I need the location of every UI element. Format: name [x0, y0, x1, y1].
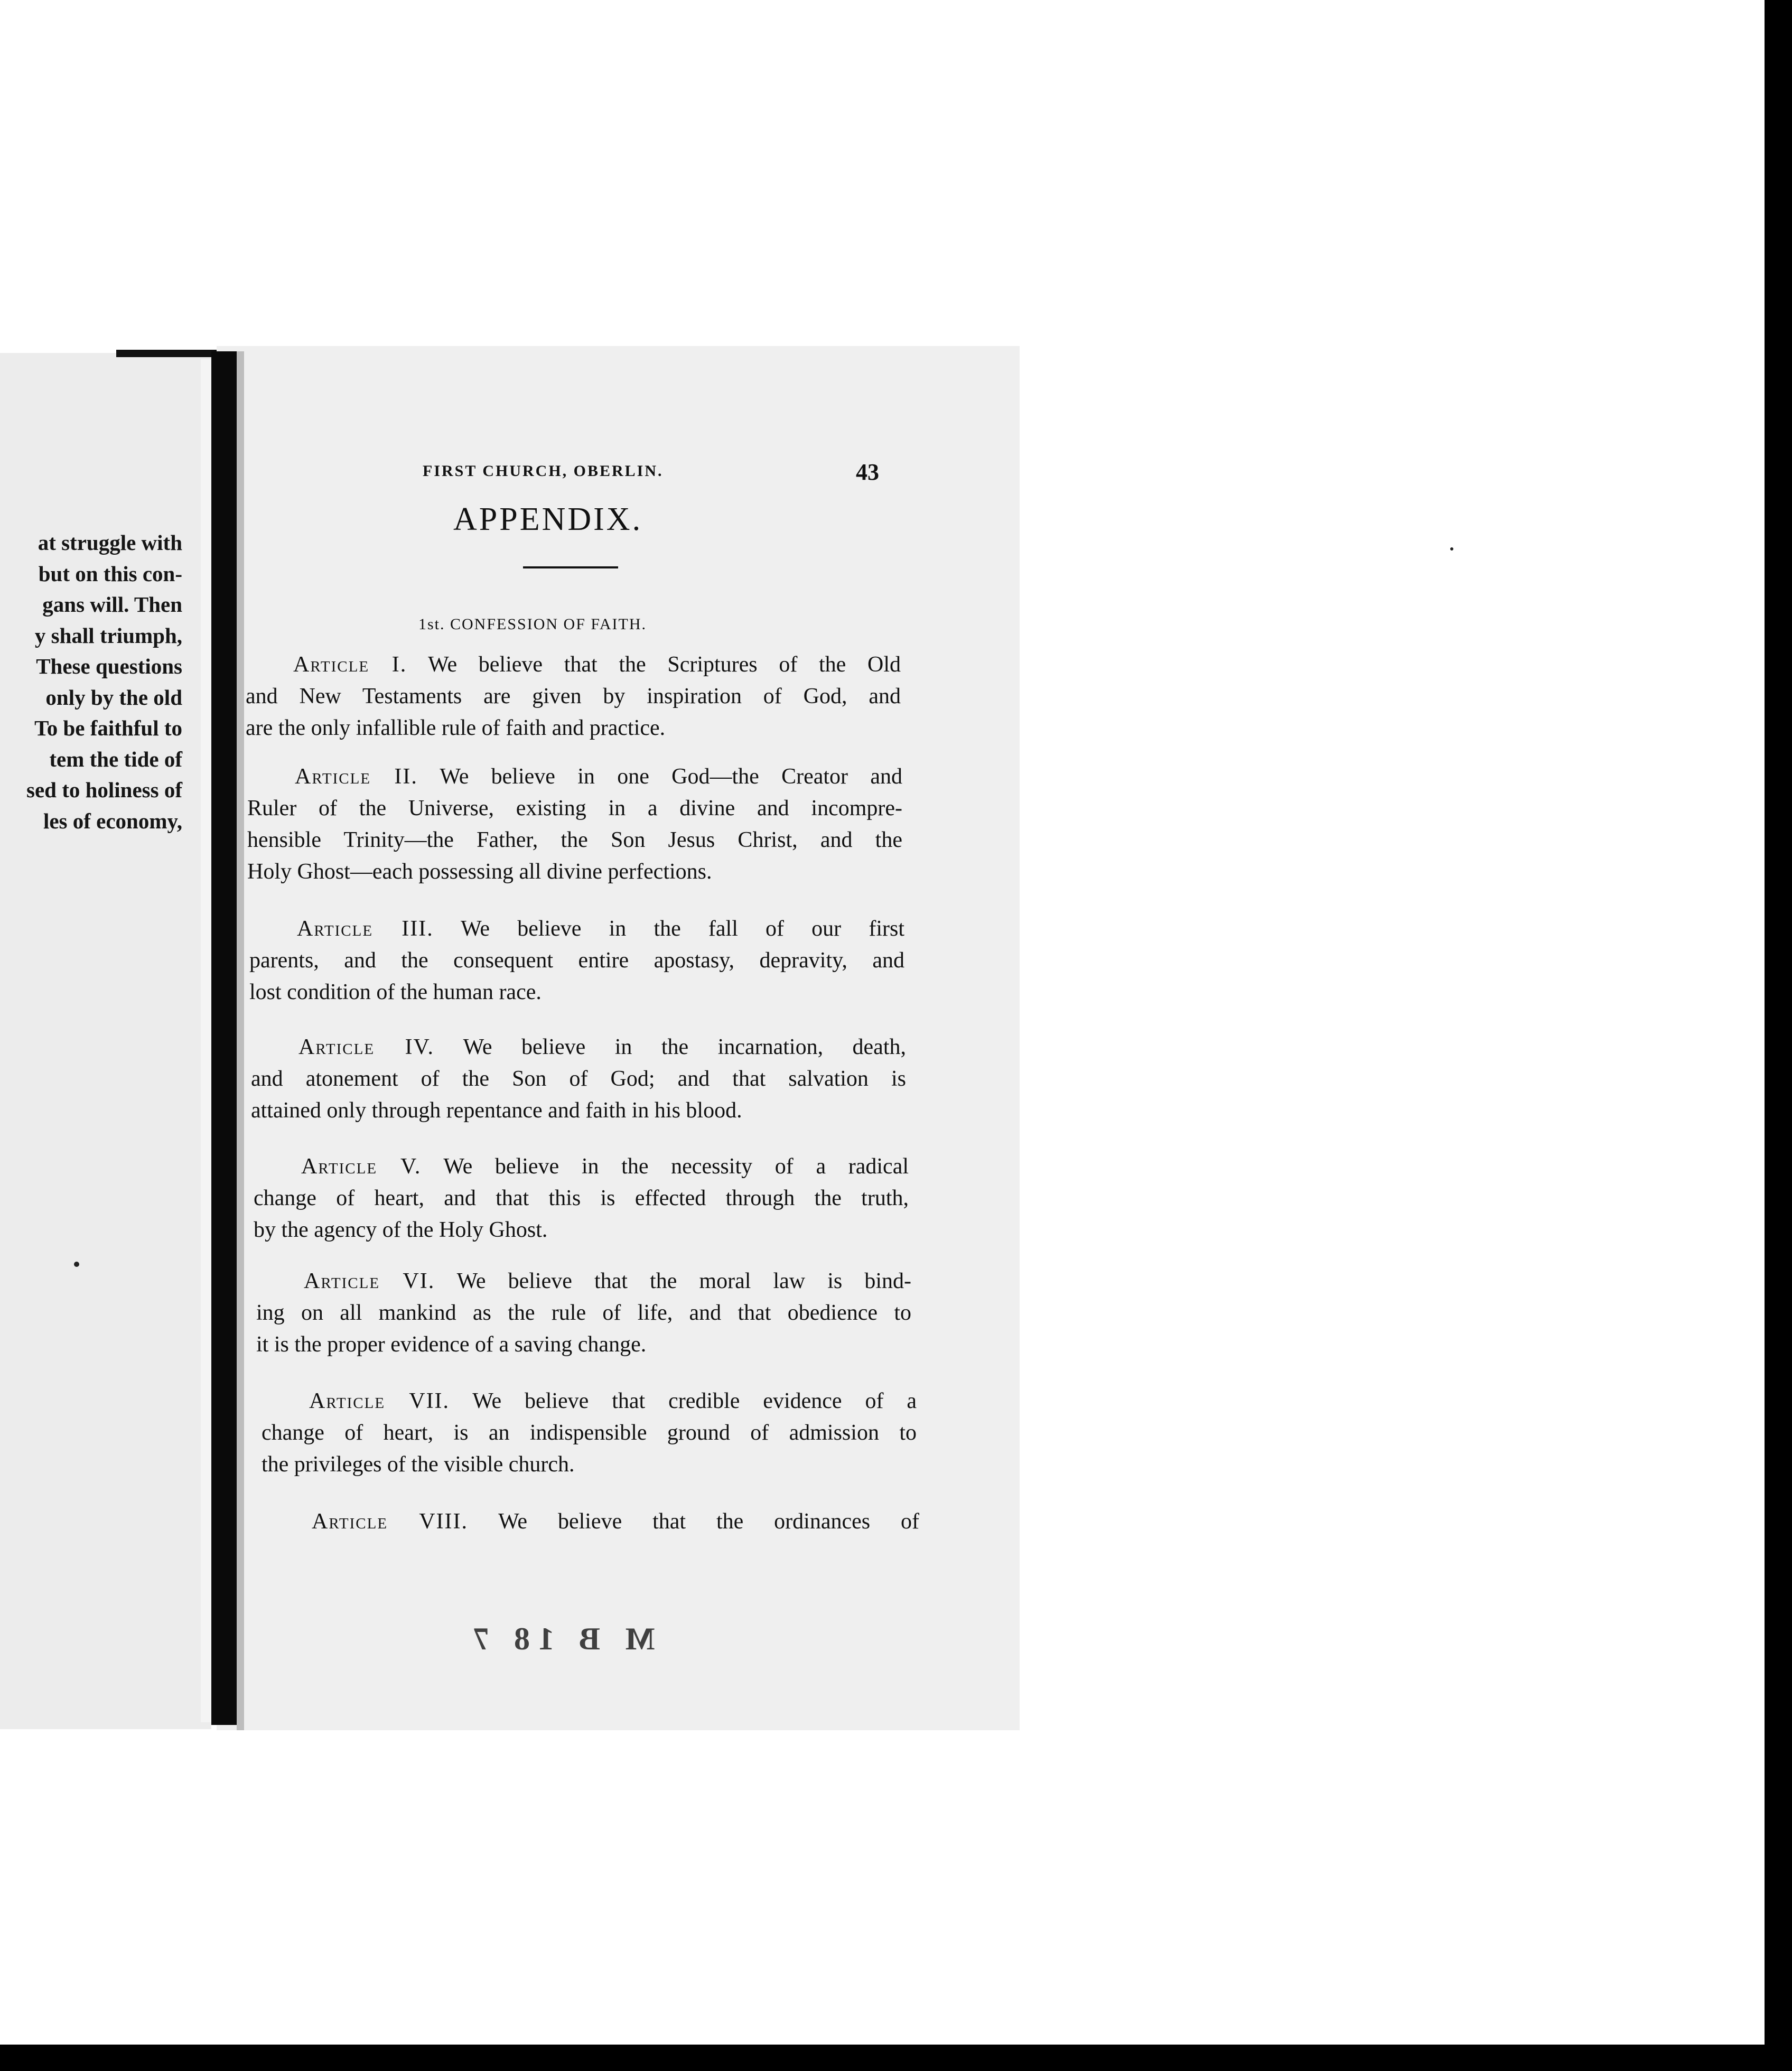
article-label: Article VIII. [312, 1509, 468, 1534]
article-line: We believe that the ordinances of [498, 1509, 919, 1534]
article-label: Article I. [293, 652, 407, 677]
article-6 [256, 1265, 911, 1360]
article-line: ing on all mankind as the rule of life, and that obedience to [256, 1301, 911, 1325]
article-5 [254, 1151, 909, 1246]
article-label: Article IV. [298, 1035, 434, 1059]
section-heading: 1st. CONFESSION OF FAITH. [418, 615, 647, 633]
left-page-top-edge [116, 350, 222, 357]
article-line: We believe in one God—the Creator and [440, 764, 902, 789]
left-page-line: tem the tide of [49, 747, 182, 771]
article-line: We believe in the necessity of a radical [443, 1154, 909, 1179]
left-facing-page [0, 353, 211, 1729]
library-stamp: M B 18 7 [465, 1621, 655, 1656]
article-label: Article II. [295, 764, 418, 789]
left-page-text [0, 527, 182, 836]
speck [74, 1262, 79, 1267]
article-line: lost condition of the human race. [249, 980, 542, 1004]
book-spine [211, 351, 237, 1725]
article-line: by the agency of the Holy Ghost. [254, 1218, 548, 1242]
article-line: it is the proper evidence of a saving change. [256, 1332, 647, 1357]
speck [1450, 547, 1453, 551]
article-label: Article VI. [304, 1269, 435, 1293]
left-page-line: gans will. Then [42, 592, 182, 617]
article-line: We believe that the Scriptures of the Old [428, 652, 901, 677]
left-page-line: but on this con- [38, 561, 182, 586]
left-page-line: only by the old [45, 685, 182, 710]
page-number: 43 [856, 459, 879, 485]
article-line: We believe in the fall of our first [461, 917, 904, 941]
left-page-line: at struggle with [38, 530, 182, 555]
page-title: APPENDIX. [453, 501, 643, 537]
article-7 [262, 1385, 917, 1480]
article-line: the privileges of the visible church. [262, 1452, 575, 1477]
article-line: attained only through repentance and faith in his blood. [251, 1098, 742, 1123]
left-page-line: sed to holiness of [26, 778, 182, 802]
article-label: Article VII. [309, 1389, 450, 1413]
article-line: change of heart, is an indispensible ground of admission to [262, 1421, 917, 1445]
article-line: are the only infallible rule of faith and practice. [246, 716, 666, 740]
article-line: change of heart, and that this is effected through the truth, [254, 1186, 909, 1210]
film-frame-right-edge [1765, 0, 1792, 2071]
film-frame-bottom-edge [0, 2045, 1792, 2071]
article-4 [251, 1031, 906, 1126]
article-3 [249, 913, 904, 1008]
article-1 [246, 649, 901, 744]
article-line: hensible Trinity—the Father, the Son Jesus Christ, and the [247, 828, 902, 852]
left-page-line: les of economy, [43, 808, 182, 833]
title-rule [523, 566, 618, 568]
running-head: FIRST CHURCH, OBERLIN. [423, 462, 664, 480]
spine-shadow [237, 351, 244, 1730]
article-2 [247, 761, 902, 888]
article-8 [264, 1506, 919, 1537]
article-line: and New Testaments are given by inspiration of God, and [246, 684, 901, 708]
article-label: Article III. [297, 917, 434, 941]
article-line: parents, and the consequent entire apostasy, depravity, and [249, 948, 904, 973]
article-label: Article V. [301, 1154, 422, 1179]
left-page-line: To be faithful to [34, 716, 182, 740]
article-line: Ruler of the Universe, existing in a divine and incompre- [247, 796, 902, 820]
left-page-line: These questions [36, 654, 182, 678]
article-line: We believe that credible evidence of a [472, 1389, 917, 1413]
left-page-line: y shall triumph, [34, 623, 182, 648]
article-line: We believe in the incarnation, death, [463, 1035, 906, 1059]
article-line: Holy Ghost—each possessing all divine perfections. [247, 860, 712, 884]
article-line: We believe that the moral law is bind- [456, 1269, 911, 1293]
article-line: and atonement of the Son of God; and that salvation is [251, 1067, 906, 1091]
